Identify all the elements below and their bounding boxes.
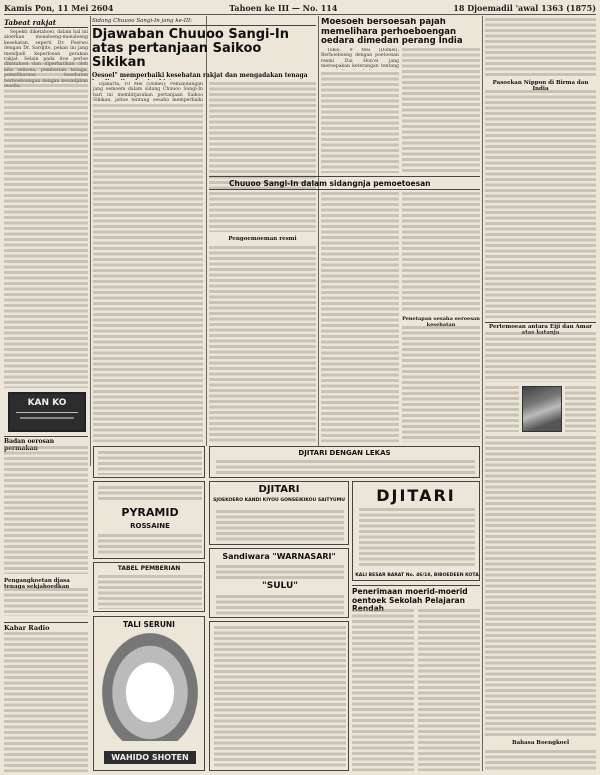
col3-subhead-1: Pengoemoeman resmi <box>228 236 297 242</box>
column-5-lower <box>485 436 596 772</box>
ad-pyramid <box>93 481 205 559</box>
ad-kanko-title: KAN KO <box>27 398 67 408</box>
column-rule <box>206 16 207 446</box>
main-article-body: Djakarta, 10 Mei (Domei): Pemandangan jang oemoem dalam sidang Chuuoo Sangi-In hari ini membitjarakan pertanjaan Saikoo Sikikan, jaitoe tentang oesaha memperbaiki <box>93 82 203 102</box>
text-block <box>321 72 399 173</box>
text-block <box>216 510 344 542</box>
ad-djitari-dengan-lekas <box>209 446 480 478</box>
ad-wahido-title: TALI SERUNI <box>123 620 175 629</box>
ad-wahido-subtitle: WAHIDO SHOTEN <box>104 751 196 764</box>
editorial-body: Sepekti diketahoei, dalam hal ini aloerkan moealoeng-moealoeng kesehatan, seperti Dr. Poerwo dengan Dr. Sardjito, pekan ini jang mendjadi keperloean gerakan rakjat. Selain pada itoe perloe diketahoei dan diperhatikan oleh kita semoea, pemberian tenaga, pemeliharaan kesehatan berhoeboengan dengan kewadjiban moelia. <box>4 30 88 90</box>
masthead <box>4 3 596 15</box>
text-block <box>485 386 519 432</box>
col4-bottom-title: Penerimaan moerid-moerid oentoek Sekolah Pelajaran Rendah <box>352 585 480 614</box>
column-rule <box>90 16 91 466</box>
ad-pyramid-title: PYRAMID <box>121 506 179 519</box>
text-block <box>216 595 344 615</box>
text-block <box>352 609 414 771</box>
col5-bottom-heading: Bahasa Boengkoel <box>511 740 570 746</box>
text-block <box>485 332 596 382</box>
column-1-lower <box>4 436 88 616</box>
ad-kanko <box>8 392 86 432</box>
text-block <box>4 632 88 772</box>
text-block <box>209 246 316 442</box>
ad-pyramid-subtitle: ROSSAINE <box>130 522 170 530</box>
main-article-lead: Oesoel" memperbaiki kesehatan rakjat dan mengadakan tenaga <box>92 72 308 79</box>
column-4a <box>321 48 399 173</box>
text-block <box>402 48 480 173</box>
text-block <box>402 326 480 442</box>
text-block <box>209 82 316 232</box>
text-block <box>4 588 88 616</box>
col4-body: Tokio, 9 Mei (Domei): Berhoeboeng dengan poetoesan resmi Dai Hon'ei jang meroepakan keterangan tentang <box>321 48 399 70</box>
col5-heading-1: Pasoekan Nippon di Birma dan India <box>492 80 589 92</box>
column-2 <box>93 82 203 442</box>
text-block <box>402 192 480 312</box>
text-block <box>4 62 88 388</box>
ad-small-notice <box>93 446 205 478</box>
text-block <box>418 609 480 771</box>
column-5 <box>485 18 596 318</box>
col5-heading-2: Pertemoean antara Eiji dan Amar atas katanja <box>485 322 596 336</box>
portrait-photo <box>522 386 562 432</box>
ad-tabel-pemberian <box>93 562 205 612</box>
ad-sandiwara <box>209 548 349 618</box>
editorial-heading: Tabeat rakjat <box>4 18 88 28</box>
col4-subhead: Penetapan oesaha oeroesan kesehatan <box>402 316 480 328</box>
main-article-kicker: Sidang Chuuoo Sangi-In jang ke-III: <box>92 18 316 26</box>
sidang-title: Chuuoo Sangi-In dalam sidangnja pemoetoesan <box>229 179 431 188</box>
ad-wahido-shoten <box>93 616 205 771</box>
column-5-mid <box>485 322 596 382</box>
column-rule <box>318 16 319 446</box>
ad-wahido-illustration <box>102 633 198 741</box>
section-badan-heading: Badan oerosan permakan <box>4 436 88 452</box>
main-article-header <box>92 18 316 80</box>
ad-sandiwara-title: Sandiwara "WARNASARI" <box>222 552 336 561</box>
column-rule <box>482 16 483 771</box>
text-block <box>214 626 346 768</box>
column-4c <box>321 192 399 442</box>
text-block <box>216 460 475 476</box>
column-1-radio <box>4 622 88 772</box>
text-block <box>359 508 475 568</box>
column-4b <box>402 48 480 173</box>
text-block <box>93 104 203 442</box>
ad-tabel-title: TABEL PEMBERIAN <box>117 565 181 572</box>
column-4d <box>402 192 480 442</box>
masthead-date-left: Kamis Pon, 11 Mei 2604 <box>4 3 114 13</box>
text-block <box>485 436 596 736</box>
column-1 <box>4 18 88 388</box>
text-block <box>485 90 596 318</box>
col4-title: Moesoeh bersoesah pajah memelihara perhoeboengan oedara dimedan perang India <box>321 18 463 46</box>
ad-sandiwara-subtitle: "SULU" <box>262 581 298 591</box>
text-block <box>485 750 596 772</box>
ad-djitari2-title: DJITARI <box>258 484 300 495</box>
column-5-side <box>485 386 519 432</box>
ad-djitari-2 <box>209 481 349 545</box>
sidang-banner <box>209 176 480 190</box>
ad-djitari-big <box>352 481 480 581</box>
section-radio-heading: Kabar Radio <box>4 622 88 632</box>
text-block <box>4 446 88 574</box>
ad-list <box>209 621 349 771</box>
text-block <box>98 534 202 556</box>
text-block <box>98 575 202 609</box>
column-3 <box>209 82 316 442</box>
ad-djitari-dengan-title: DJITARI DENGAN LEKAS <box>298 449 391 457</box>
text-block <box>216 565 344 579</box>
text-block <box>565 386 596 432</box>
text-block <box>485 18 596 78</box>
ad-djitari-big-footer: KALI BESAR BARAT No. 46/18, BIBOEDEEN KOTA <box>355 573 479 578</box>
col4-bottom <box>352 585 480 771</box>
masthead-date-right: 18 Djoemadil 'awal 1363 (1875) <box>453 3 596 13</box>
text-block <box>98 486 202 502</box>
text-block <box>321 192 399 442</box>
masthead-issue: Tahoen ke III — No. 114 <box>229 3 338 13</box>
ad-djitari2-subtitle: SJOEKOERO KANDI KIYOU GONSEIKIKOU SAITYUMU <box>213 498 345 503</box>
ad-djitari-big-title: DJITARI <box>376 486 456 505</box>
text-block <box>98 451 202 475</box>
section-pengangkoetan-heading: Pengangkoetan djasa tenaga sekjahoedkan <box>4 578 70 590</box>
column-5-side-right <box>565 386 596 432</box>
main-article-title: Djawaban Chuuoo Sangi-In atas pertanjaan Saikoo Sikikan <box>92 27 289 70</box>
